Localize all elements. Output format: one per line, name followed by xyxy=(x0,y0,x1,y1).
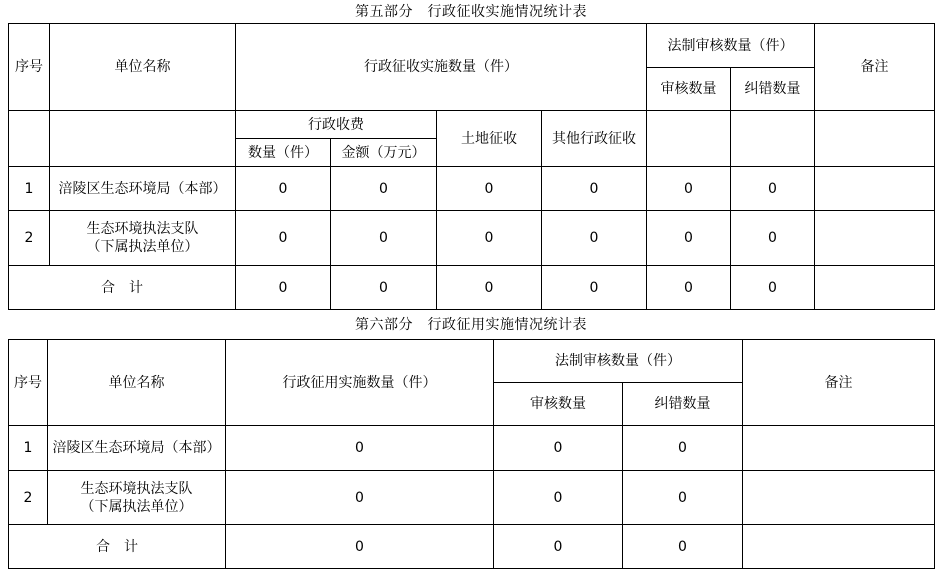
header-unit: 单位名称 xyxy=(48,340,226,426)
header-unit: 单位名称 xyxy=(50,24,236,111)
row-impl: 0 xyxy=(226,471,494,525)
row-land: 0 xyxy=(437,167,542,211)
header-review: 审核数量 xyxy=(647,68,731,111)
header-empty-remark xyxy=(815,111,935,167)
total-fee-qty: 0 xyxy=(236,266,331,310)
row-review: 0 xyxy=(647,167,731,211)
row-seq: 1 xyxy=(9,167,50,211)
row-unit-line1: 生态环境执法支队 xyxy=(86,221,199,237)
header-empty-unit xyxy=(50,111,236,167)
total-remark xyxy=(743,525,935,569)
row-review: 0 xyxy=(494,471,623,525)
row-unit-line2: （下属执法单位） xyxy=(86,239,199,255)
total-row xyxy=(9,266,935,310)
header-remark: 备注 xyxy=(743,340,935,426)
header-admin-fee: 行政收费 xyxy=(236,111,437,139)
row-other: 0 xyxy=(542,211,647,266)
row-review: 0 xyxy=(494,426,623,471)
row-remark xyxy=(743,471,935,525)
section5-title: 第五部分 行政征收实施情况统计表 xyxy=(355,4,587,20)
row-fee-qty: 0 xyxy=(236,211,331,266)
table-row xyxy=(9,471,935,525)
total-other: 0 xyxy=(542,266,647,310)
admin-requisition-table xyxy=(8,339,935,569)
table-row xyxy=(9,211,935,266)
header-review-count: 法制审核数量（件） xyxy=(494,340,743,383)
row-land: 0 xyxy=(437,211,542,266)
header-fee-qty: 数量（件） xyxy=(236,139,331,167)
total-correction: 0 xyxy=(731,266,815,310)
total-impl: 0 xyxy=(226,525,494,569)
row-fee-amount: 0 xyxy=(331,211,437,266)
header-review: 审核数量 xyxy=(494,383,623,426)
row-impl: 0 xyxy=(226,426,494,471)
row-correction: 0 xyxy=(731,167,815,211)
header-seq: 序号 xyxy=(9,340,48,426)
row-unit-line2: （下属执法单位） xyxy=(80,498,193,515)
header-remark: 备注 xyxy=(815,24,935,111)
header-correction: 纠错数量 xyxy=(731,68,815,111)
header-other: 其他行政征收 xyxy=(542,111,647,167)
row-correction: 0 xyxy=(623,471,743,525)
table-row xyxy=(9,167,935,211)
total-correction: 0 xyxy=(623,525,743,569)
row-review: 0 xyxy=(647,211,731,266)
row-fee-amount: 0 xyxy=(331,167,437,211)
header-empty-seq xyxy=(9,111,50,167)
total-remark xyxy=(815,266,935,310)
total-review: 0 xyxy=(494,525,623,569)
row-remark xyxy=(815,167,935,211)
row-seq: 1 xyxy=(9,426,48,471)
header-empty-correction xyxy=(731,111,815,167)
section6-title: 第六部分 行政征用实施情况统计表 xyxy=(355,317,587,333)
header-impl-count: 行政征收实施数量（件） xyxy=(236,24,647,111)
row-seq: 2 xyxy=(9,211,50,266)
row-unit-line1: 生态环境执法支队 xyxy=(80,480,193,497)
total-label: 合 计 xyxy=(9,266,236,310)
header-empty-review xyxy=(647,111,731,167)
row-remark xyxy=(815,211,935,266)
header-review-count: 法制审核数量（件） xyxy=(647,24,815,68)
row-unit: 涪陵区生态环境局（本部） xyxy=(48,426,226,471)
row-unit xyxy=(48,471,226,525)
row-unit: 涪陵区生态环境局（本部） xyxy=(50,167,236,211)
total-label: 合 计 xyxy=(9,525,226,569)
row-correction: 0 xyxy=(623,426,743,471)
row-remark xyxy=(743,426,935,471)
header-correction: 纠错数量 xyxy=(623,383,743,426)
header-impl-count: 行政征用实施数量（件） xyxy=(226,340,494,426)
total-review: 0 xyxy=(647,266,731,310)
row-seq: 2 xyxy=(9,471,48,525)
admin-levy-table xyxy=(8,23,935,310)
header-seq: 序号 xyxy=(9,24,50,111)
total-row xyxy=(9,525,935,569)
total-fee-amount: 0 xyxy=(331,266,437,310)
row-correction: 0 xyxy=(731,211,815,266)
row-other: 0 xyxy=(542,167,647,211)
header-fee-amount: 金额（万元） xyxy=(331,139,437,167)
total-land: 0 xyxy=(437,266,542,310)
header-land: 土地征收 xyxy=(437,111,542,167)
row-fee-qty: 0 xyxy=(236,167,331,211)
table-row xyxy=(9,426,935,471)
row-unit xyxy=(50,211,236,266)
